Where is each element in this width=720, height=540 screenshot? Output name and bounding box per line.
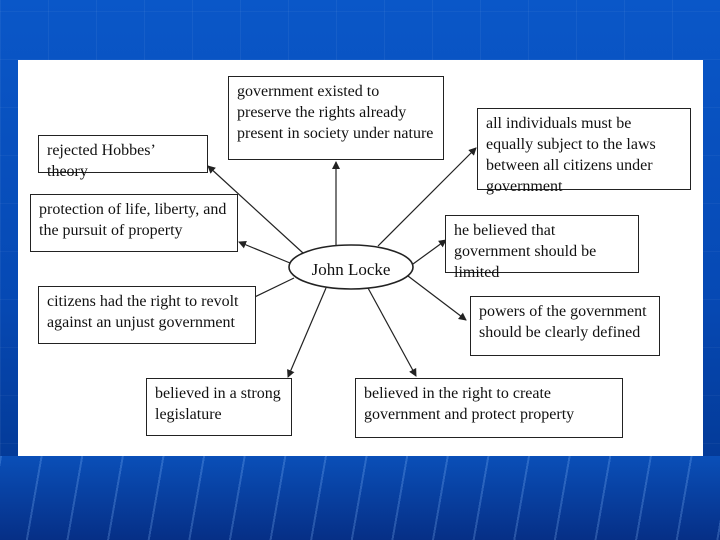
node-government-limited: he believed that government should be limited <box>445 215 639 273</box>
node-rejected-hobbes: rejected Hobbes’ theory <box>38 135 208 173</box>
node-right-to-revolt: citizens had the right to revolt against an unjust government <box>38 286 256 344</box>
arrow-limited <box>413 240 446 264</box>
node-equally-subject-to-laws: all individuals must be equally subject to the laws between all citizens under government <box>477 108 691 190</box>
node-strong-legislature: believed in a strong legislature <box>146 378 292 436</box>
node-powers-clearly-defined: powers of the government should be clearly defined <box>470 296 660 356</box>
node-government-preserve-rights: government existed to preserve the rights already present in society under nature <box>228 76 444 160</box>
arrow-right <box>368 288 416 376</box>
center-node-john-locke: John Locke <box>311 260 391 279</box>
node-right-to-create-government: believed in the right to create government and protect property <box>355 378 623 438</box>
arrow-protection <box>239 242 290 263</box>
arrow-legislature <box>288 288 326 377</box>
background-floor <box>0 456 720 540</box>
concept-map-panel <box>18 60 703 456</box>
node-protection-life-liberty: protection of life, liberty, and the pursuit of property <box>30 194 238 252</box>
